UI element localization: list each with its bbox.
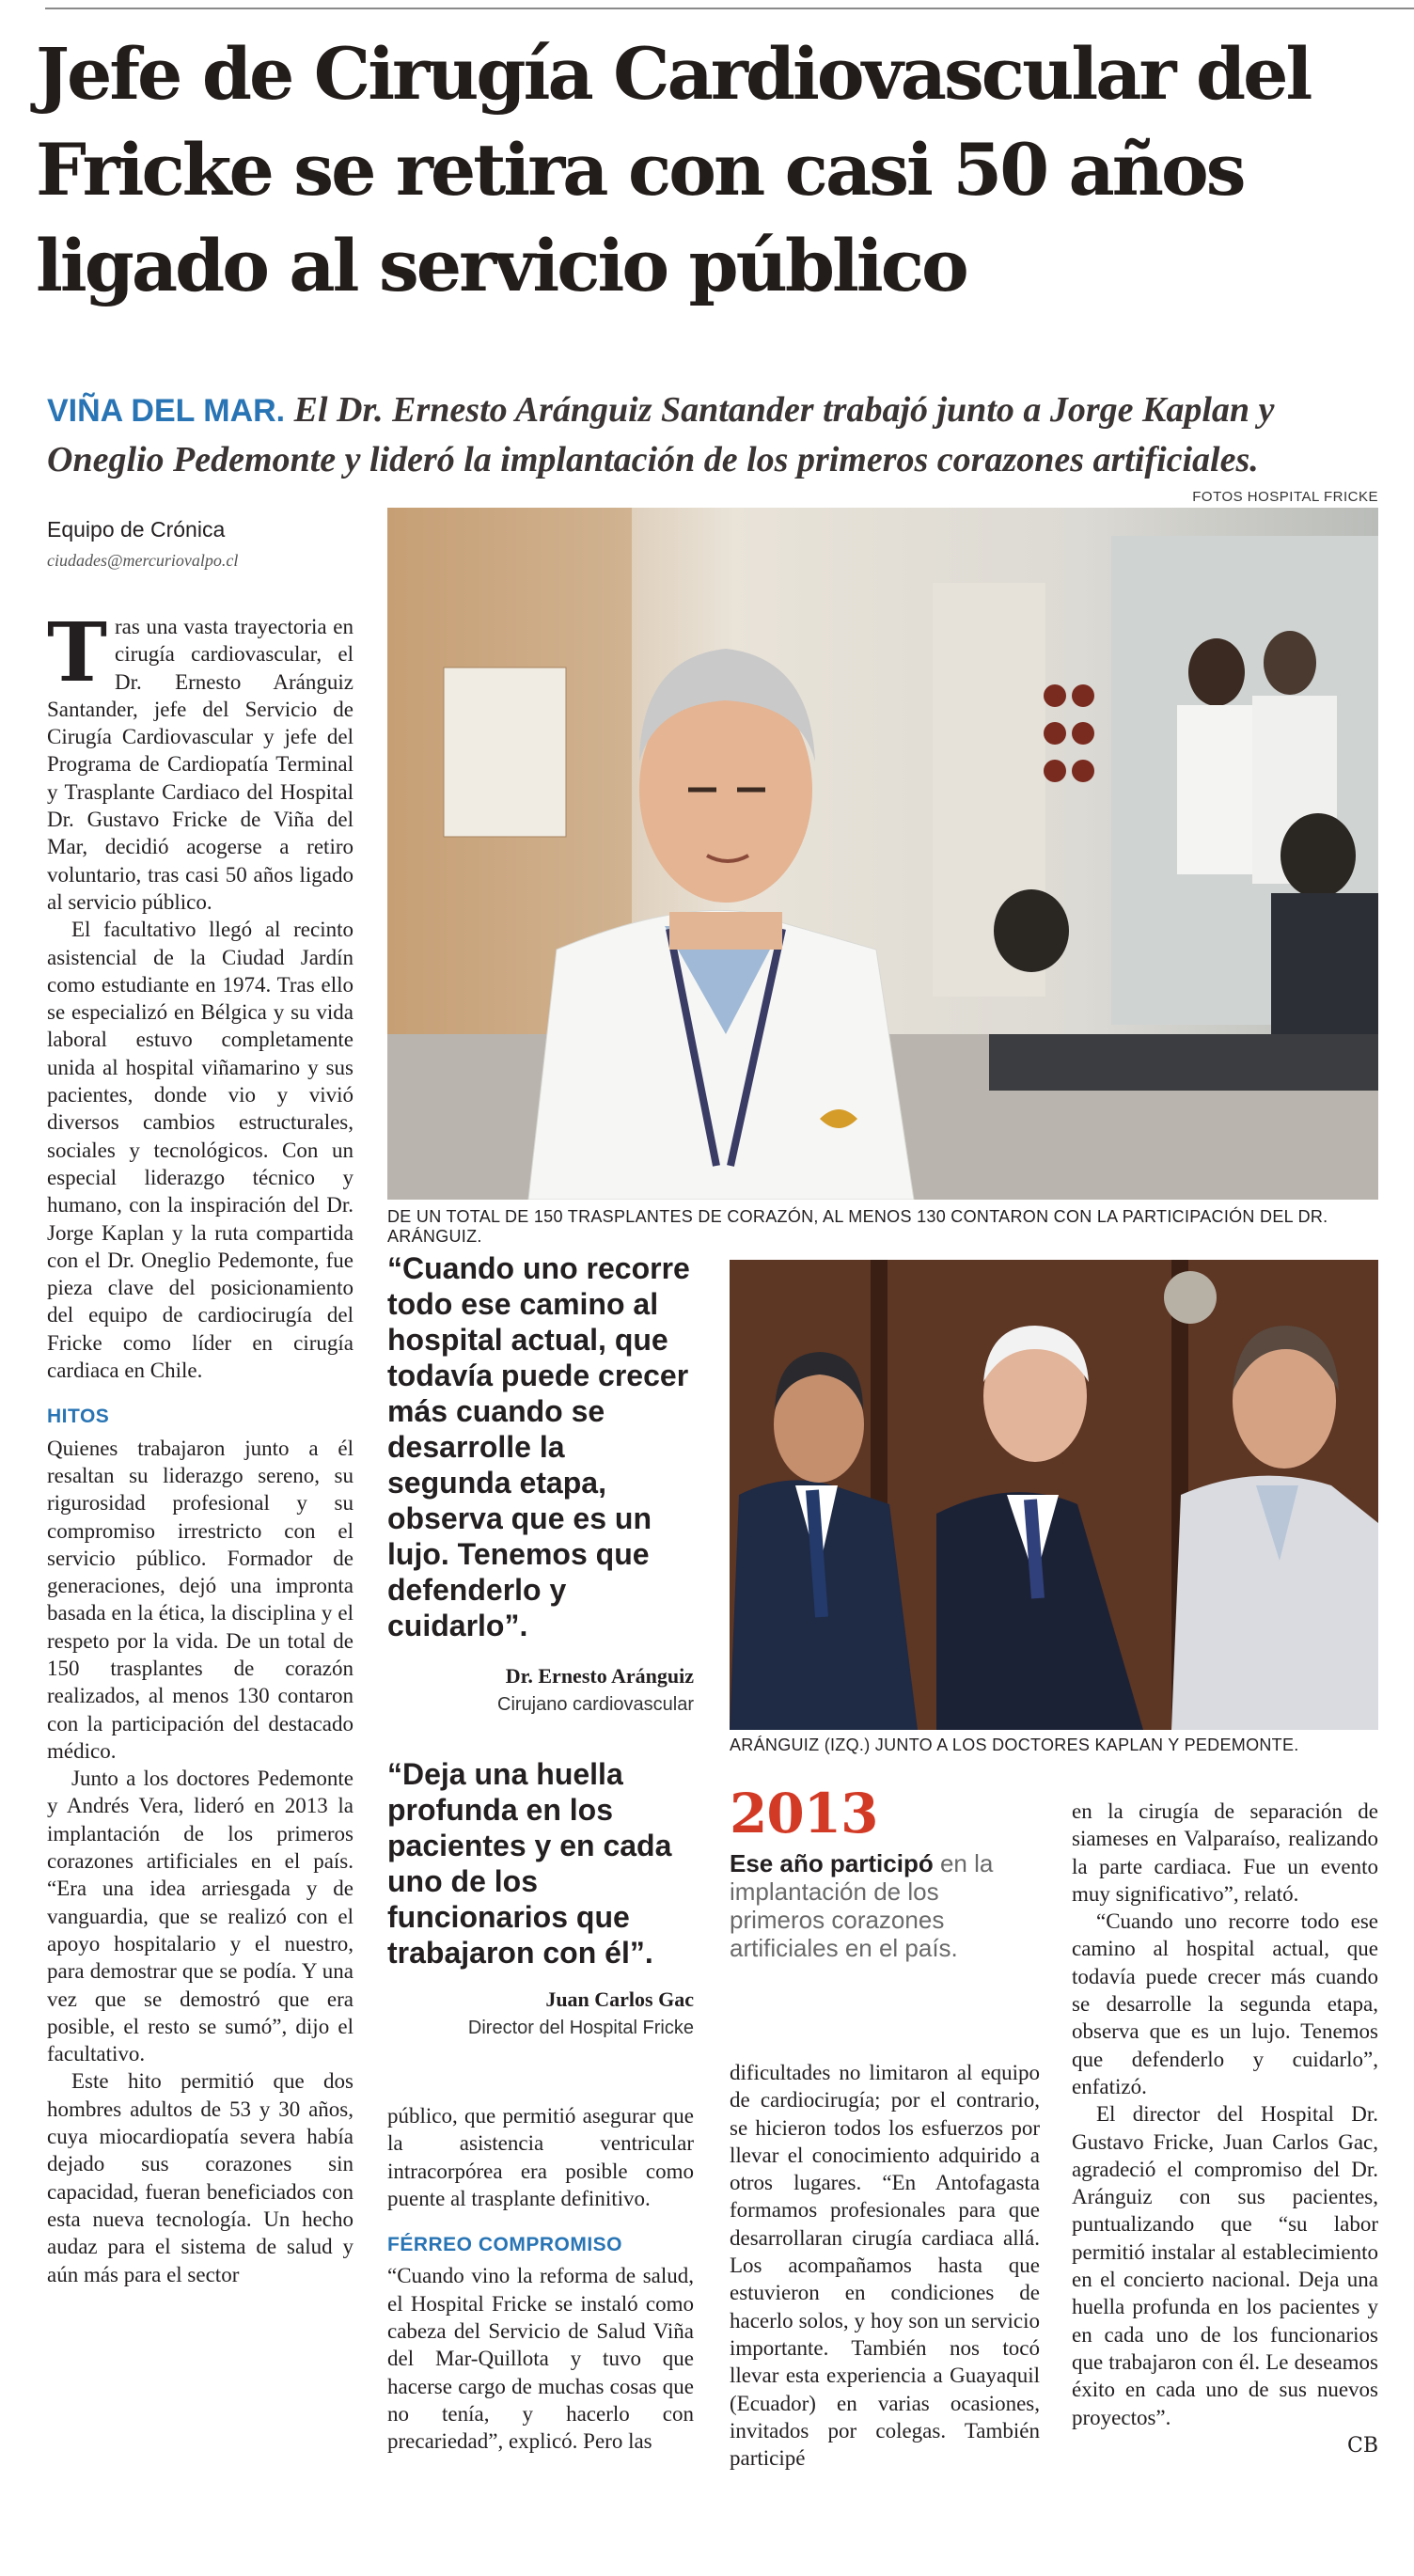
quote-author: Juan Carlos Gac [545, 1987, 694, 2011]
paragraph: Tras una vasta trayectoria en cirugía cardiovascular, el Dr. Ernesto Aránguiz Santander, jefe del Servicio de Cirugía Cardiovascular y jefe del Programa de Cardiopatía Terminal y Trasplante Cardiaco del Hospital Dr. Gustavo Fricke de Viña del Mar, decidió acogerse a retiro voluntario, tras casi 50 años ligado al servicio público. [47, 605, 354, 914]
highlight-year: 2013 [730, 1782, 878, 1846]
photo2-caption: ARÁNGUIZ (IZQ.) JUNTO A LOS DOCTORES KAPLAN Y PEDEMONTE. [730, 1736, 1299, 1754]
photo-credit: FOTOS HOSPITAL FRICKE [1192, 489, 1378, 505]
paragraph: Este hito permitió que dos hombres adultos de 53 y 30 años, cuya miocardiopatía severa había dejado sus corazones sin capacidad, fueran beneficiados con esta nueva tecnología. Un hecho audaz para el sistema de salud y aún más para el sector [47, 2069, 354, 2286]
highlight-text [730, 1849, 1040, 1962]
paragraph: en la cirugía de separación de siameses en Valparaíso, realizando la parte cardiaca. Fue un evento muy significativo”, relató. [1072, 1799, 1378, 1906]
pull-quote-1 [387, 1250, 694, 1716]
photo-three-doctors [730, 1260, 1378, 1730]
end-mark-row [1072, 2431, 1378, 2459]
highlight-strong: Ese año participó [730, 1849, 934, 1877]
dropcap: T [47, 605, 107, 700]
highlight-body: en la implantación de los primeros corazones artificiales en el país. [730, 1849, 994, 1962]
lead-text: El Dr. Ernesto Aránguiz Santander trabajó junto a Jorge Kaplan y Oneglio Pedemonte y lideró la implantación de los primeros corazones artificiales. [47, 390, 1275, 479]
byline-author: Equipo de Crónica [47, 517, 226, 542]
paragraph: “Cuando vino la reforma de salud, el Hospital Fricke se instaló como cabeza del Servicio de Salud Viña del Mar-Quillota y tuvo que hacerse cargo de muchas cosas que no tenía, y hacerlo con precariedad”, explicó. Pero las [387, 2264, 694, 2454]
photo1-caption: DE UN TOTAL DE 150 TRASPLANTES DE CORAZÓN, AL MENOS 130 CONTARON CON LA PARTICIPACIÓN DEL DR. ARÁNGUIZ. [387, 1207, 1328, 1246]
pull-quote-2 [387, 1756, 694, 2039]
paragraph: Junto a los doctores Pedemonte y Andrés Vera, lideró en 2013 la implantación de los primeros corazones artificiales en el país. “Era una idea arriesgada y de vanguardia, que se realizó con el apoyo hospitalario y el nuestro, para demostrar que se podía. Y una vez que se demostró que era posible, el resto se sumó”, dijo el facultativo. [47, 1767, 354, 2066]
article-column-4 [1072, 1798, 1378, 2459]
highlight-2013 [730, 1782, 1040, 1962]
quote-author: Dr. Ernesto Aránguiz [505, 1664, 694, 1688]
subhead-ferreo-compromiso: FÉRREO COMPROMISO [387, 2234, 623, 2256]
paragraph: El facultativo llegó al recinto asistencial de la Ciudad Jardín como estudiante en 1974. Tras ello se especializó en Bélgica y su vida laboral estuvo completamente unida al hospital viñamarino y sus pacientes, donde vio y vivió diversos cambios estructurales, sociales y tecnológicos. Con un especial liderazgo técnico y humano, con la inspiración del Dr. Jorge Kaplan y la ruta compartida con el Dr. Oneglio Pedemonte, fue pieza clave del posicionamiento del equipo de cardiocirugía del Fricke como líder en cirugía cardiaca en Chile. [47, 918, 354, 1383]
headline: Jefe de Cirugía Cardiovascular del Fricke se retira con casi 50 años ligado al servicio público [36, 32, 1311, 307]
lead-paragraph [47, 385, 1382, 484]
article-column-1 [47, 605, 354, 2288]
quote-author-role: Director del Hospital Fricke [467, 2018, 694, 2038]
article-column-3 [730, 2059, 1040, 2472]
paragraph: “Cuando uno recorre todo ese camino al hospital actual, que todavía puede crecer más cuando se desarrolle la segunda etapa, observa que es un lujo. Tenemos que defenderlo y cuidarlo”, enfatizó. [1072, 1909, 1378, 2098]
quote-text: “Cuando uno recorre todo ese camino al hospital actual, que todavía puede crecer más cuando se desarrolle la segunda etapa, observa que es un lujo. Tenemos que defenderlo y cuidarlo”. [387, 1251, 690, 1642]
paragraph: Quienes trabajaron junto a él resaltan su liderazgo sereno, su rigurosidad profesional y su compromiso irrestricto con el servicio público. Formador de generaciones, dejó una impronta basada en la ética, la disciplina y el respeto por la vida. De un total de 150 trasplantes de corazón realizados, al menos 130 contaron con la participación del destacado médico. [47, 1436, 354, 1763]
photo-illustration [730, 1260, 1378, 1730]
photo-aranguiz-hospital [387, 508, 1378, 1200]
article-column-2 [387, 2102, 694, 2456]
quote-text: “Deja una huella profunda en los pacientes y en cada uno de los funcionarios que trabajaron con él”. [387, 1757, 672, 1970]
dateline: VIÑA DEL MAR. [47, 393, 286, 429]
photo-illustration [387, 508, 1378, 1200]
byline-email[interactable]: ciudades@mercuriovalpo.cl [47, 551, 239, 570]
paragraph: El director del Hospital Dr. Gustavo Fricke, Juan Carlos Gac, agradeció el compromiso del Dr. Aránguiz con sus pacientes, puntualizando que “su labor permitió instalar al establecimiento en el concierto nacional. Deja una huella profunda en los pacientes y en cada uno de los funcionarios que trabajaron con él. Le deseamos éxito en cada uno de sus nuevos proyectos”. [1072, 2102, 1378, 2429]
end-mark-icon: CB [1347, 2433, 1378, 2458]
subhead-hitos: HITOS [47, 1406, 110, 1428]
paragraph: dificultades no limitaron al equipo de cardiocirugía; por el contrario, se hicieron todos los esfuerzos por llevar el conocimiento adquirido a otros lugares. “En Antofagasta formamos profesionales para que desarrollaran cirugía cardiaca allá. Los acompañamos hasta que estuvieron en condiciones de hacerlo solos, y hoy son un servicio importante. También nos tocó llevar esta experiencia a Guayaquil (Ecuador) en varias ocasiones, invitados por colegas. También participé [730, 2061, 1040, 2471]
quote-author-role: Cirujano cardiovascular [497, 1694, 694, 1715]
paragraph: público, que permitió asegurar que la asistencia ventricular intracorpórea era posible como puente al trasplante definitivo. [387, 2104, 694, 2210]
top-rule [45, 8, 1414, 9]
